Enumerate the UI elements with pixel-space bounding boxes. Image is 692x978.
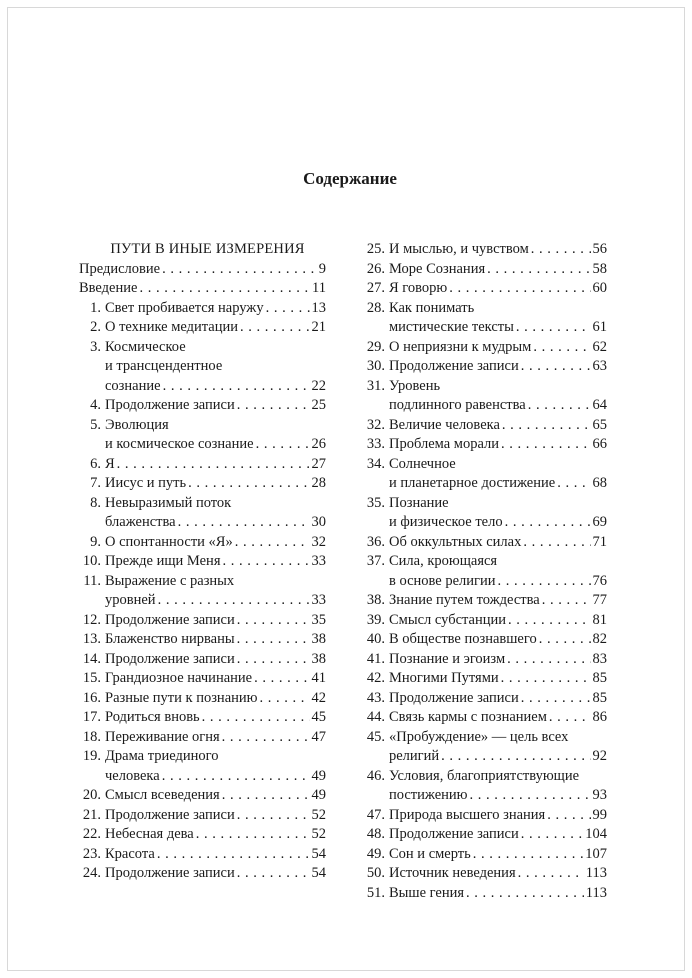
page-title: Содержание bbox=[303, 169, 397, 188]
toc-entry[interactable] bbox=[79, 864, 326, 884]
entry-number: 4. bbox=[90, 397, 101, 413]
page-number: 28 bbox=[311, 475, 326, 491]
entry-number: 20. bbox=[82, 787, 101, 803]
page-number: 65 bbox=[592, 416, 607, 433]
leader-dots bbox=[223, 552, 310, 572]
entry-title: Природа высшего знания bbox=[389, 806, 546, 823]
toc-entry[interactable] bbox=[79, 786, 326, 806]
leader-dots bbox=[235, 533, 310, 553]
leader-dots bbox=[549, 708, 591, 728]
entry-title: И мыслью, и чувством bbox=[389, 241, 529, 257]
toc-entry[interactable] bbox=[363, 377, 607, 416]
page-number: 86 bbox=[592, 709, 607, 725]
leader-dots bbox=[518, 864, 584, 884]
toc-entry[interactable] bbox=[79, 747, 326, 786]
page-number: 35 bbox=[311, 611, 326, 628]
page-number: 62 bbox=[592, 338, 607, 355]
entry-title: Продолжение записи bbox=[105, 865, 235, 881]
leader-dots bbox=[237, 806, 310, 826]
page-number: 49 bbox=[311, 767, 326, 784]
entry-title: Продолжение записи bbox=[389, 358, 519, 374]
entry-title: Невыразимый поток bbox=[105, 494, 232, 511]
toc-list-left bbox=[79, 260, 326, 884]
toc-entry[interactable] bbox=[79, 806, 326, 826]
toc-entry[interactable] bbox=[363, 533, 607, 553]
leader-dots bbox=[449, 279, 590, 299]
entry-title: Родиться вновь bbox=[105, 709, 200, 725]
entry-number: 34. bbox=[366, 455, 385, 472]
page-number: 21 bbox=[311, 319, 326, 335]
leader-dots bbox=[470, 786, 591, 806]
toc-list-right bbox=[363, 240, 607, 903]
page-number: 33 bbox=[311, 553, 326, 569]
leader-dots bbox=[547, 806, 590, 826]
entry-title: Познание и эгоизм bbox=[389, 650, 506, 667]
leader-dots bbox=[466, 884, 584, 904]
leader-dots bbox=[158, 591, 310, 611]
page-number: 83 bbox=[592, 650, 607, 667]
entry-title: и космическое сознание bbox=[105, 436, 254, 452]
leader-dots bbox=[266, 299, 310, 319]
leader-dots bbox=[240, 318, 310, 338]
toc-entry[interactable] bbox=[363, 728, 607, 767]
entry-number: 14. bbox=[82, 650, 101, 667]
page-number: 113 bbox=[585, 884, 607, 901]
page-number: 26 bbox=[311, 436, 326, 452]
entry-title: Грандиозное начинание bbox=[105, 670, 253, 686]
page-number: 66 bbox=[592, 436, 607, 452]
entry-title: Выражение с разных bbox=[105, 572, 235, 589]
entry-title: О технике медитации bbox=[105, 319, 238, 335]
page-number: 107 bbox=[585, 845, 607, 862]
toc-entry[interactable] bbox=[363, 338, 607, 358]
entry-title: Переживание огня bbox=[105, 728, 220, 745]
toc-entry[interactable] bbox=[79, 708, 326, 728]
toc-entry[interactable] bbox=[79, 474, 326, 494]
entry-title: Свет пробивается наружу bbox=[105, 299, 264, 316]
leader-dots bbox=[523, 533, 590, 553]
page-number: 82 bbox=[592, 631, 607, 647]
entry-number: 3. bbox=[90, 338, 101, 355]
entry-title: Я говорю bbox=[389, 280, 448, 296]
entry-number: 11. bbox=[83, 572, 101, 589]
entry-number: 49. bbox=[366, 845, 385, 862]
leader-dots bbox=[441, 747, 590, 767]
entry-title: Драма триединого bbox=[105, 748, 219, 764]
leader-dots bbox=[505, 513, 591, 533]
entry-number: 13. bbox=[82, 631, 101, 647]
toc-entry[interactable] bbox=[79, 552, 326, 572]
entry-title: Продолжение записи bbox=[105, 650, 235, 667]
entry-title: О спонтанности «Я» bbox=[105, 533, 233, 550]
toc-entry[interactable] bbox=[79, 533, 326, 553]
entry-number: 51. bbox=[366, 884, 385, 901]
entry-number: 8. bbox=[90, 494, 101, 511]
leader-dots bbox=[516, 318, 591, 338]
toc-entry[interactable] bbox=[79, 845, 326, 865]
entry-title: Красота bbox=[105, 845, 155, 862]
toc-left-column bbox=[79, 240, 326, 884]
page-number: 49 bbox=[311, 787, 326, 803]
entry-title: Предисловие bbox=[79, 260, 161, 277]
entry-title: О неприязни к мудрым bbox=[389, 338, 532, 355]
leader-dots bbox=[508, 611, 591, 631]
entry-title: уровней bbox=[105, 592, 156, 608]
entry-number: 10. bbox=[82, 553, 101, 569]
page-number: 42 bbox=[311, 689, 326, 706]
entry-number: 44. bbox=[366, 709, 385, 725]
leader-dots bbox=[521, 357, 591, 377]
leader-dots bbox=[117, 455, 310, 475]
toc-entry[interactable] bbox=[79, 689, 326, 709]
page-number: 76 bbox=[592, 572, 607, 589]
leader-dots bbox=[202, 708, 310, 728]
entry-number: 33. bbox=[366, 436, 385, 452]
entry-title: и физическое тело bbox=[389, 514, 503, 530]
leader-dots bbox=[178, 513, 310, 533]
leader-dots bbox=[237, 396, 310, 416]
entry-title: блаженства bbox=[105, 514, 176, 530]
toc-entry[interactable] bbox=[363, 299, 607, 338]
entry-title: Введение bbox=[79, 280, 138, 296]
page-number: 22 bbox=[311, 377, 326, 394]
leader-dots bbox=[256, 435, 310, 455]
entry-title: Я bbox=[105, 455, 115, 472]
entry-number: 32. bbox=[366, 416, 385, 433]
entry-number: 47. bbox=[366, 806, 385, 823]
toc-entry[interactable] bbox=[363, 357, 607, 377]
page-number: 58 bbox=[592, 260, 607, 277]
entry-number: 39. bbox=[366, 611, 385, 628]
entry-number: 7. bbox=[90, 475, 101, 491]
page-number: 25 bbox=[311, 397, 326, 413]
entry-title: Связь кармы с познанием bbox=[389, 709, 547, 725]
section-title: ПУТИ В ИНЫЕ ИЗМЕРЕНИЯ bbox=[110, 241, 305, 257]
entry-title: человека bbox=[105, 767, 160, 784]
page-number: 54 bbox=[311, 865, 326, 881]
leader-dots bbox=[501, 435, 590, 455]
entry-number: 1. bbox=[90, 299, 101, 316]
toc-entry[interactable] bbox=[363, 669, 607, 689]
toc-entry[interactable] bbox=[79, 669, 326, 689]
entry-number: 30. bbox=[366, 358, 385, 374]
entry-number: 48. bbox=[366, 826, 385, 842]
toc-entry[interactable] bbox=[79, 572, 326, 611]
entry-number: 19. bbox=[82, 748, 101, 764]
entry-number: 35. bbox=[366, 494, 385, 511]
entry-number: 18. bbox=[82, 728, 101, 745]
entry-title: Проблема морали bbox=[389, 436, 500, 452]
entry-title: Космическое bbox=[105, 338, 186, 355]
leader-dots bbox=[521, 825, 583, 845]
entry-title: Выше гения bbox=[389, 884, 465, 901]
entry-title: Сон и смерть bbox=[389, 845, 471, 862]
entry-number: 45. bbox=[366, 728, 385, 745]
entry-title: «Пробуждение» — цель всех bbox=[389, 728, 569, 745]
book-page bbox=[7, 7, 685, 971]
leader-dots bbox=[259, 689, 309, 709]
entry-number: 46. bbox=[366, 767, 385, 784]
entry-number: 6. bbox=[90, 455, 101, 472]
toc-entry[interactable] bbox=[363, 455, 607, 494]
entry-number: 12. bbox=[82, 611, 101, 628]
page-number: 54 bbox=[311, 845, 326, 862]
leader-dots bbox=[139, 279, 310, 299]
entry-number: 43. bbox=[366, 689, 385, 706]
entry-title: Знание путем тождества bbox=[389, 592, 540, 608]
entry-number: 29. bbox=[366, 338, 385, 355]
leader-dots bbox=[162, 767, 310, 787]
page-number: 32 bbox=[311, 533, 326, 550]
entry-title: Уровень bbox=[389, 377, 441, 394]
entry-number: 26. bbox=[366, 260, 385, 277]
toc-entry[interactable] bbox=[363, 260, 607, 280]
entry-title: Небесная дева bbox=[105, 826, 194, 842]
page-number: 47 bbox=[311, 728, 326, 745]
page-number: 93 bbox=[592, 787, 607, 803]
toc-right-column bbox=[363, 240, 607, 903]
page-number: 77 bbox=[592, 592, 607, 608]
leader-dots bbox=[473, 845, 584, 865]
entry-number: 27. bbox=[366, 280, 385, 296]
leader-dots bbox=[502, 416, 591, 436]
page-number: 85 bbox=[592, 689, 607, 706]
entry-title: Продолжение записи bbox=[389, 689, 519, 706]
entry-number: 41. bbox=[366, 650, 385, 667]
leader-dots bbox=[237, 611, 310, 631]
page-number: 13 bbox=[311, 299, 326, 316]
entry-number: 37. bbox=[366, 553, 385, 569]
leader-dots bbox=[188, 474, 309, 494]
entry-title: Величие человека bbox=[389, 416, 500, 433]
leader-dots bbox=[521, 689, 591, 709]
leader-dots bbox=[528, 396, 591, 416]
toc-entry[interactable] bbox=[79, 338, 326, 397]
entry-title: Продолжение записи bbox=[105, 611, 235, 628]
toc-entry[interactable] bbox=[363, 591, 607, 611]
entry-title: Прежде ищи Меня bbox=[105, 553, 221, 569]
toc-entry[interactable] bbox=[363, 825, 607, 845]
toc-entry[interactable] bbox=[79, 611, 326, 631]
page-number: 27 bbox=[311, 455, 326, 472]
page-number: 68 bbox=[592, 475, 607, 491]
leader-dots bbox=[237, 650, 310, 670]
entry-number: 17. bbox=[82, 709, 101, 725]
toc-entry[interactable] bbox=[79, 494, 326, 533]
page-number: 104 bbox=[585, 826, 607, 842]
entry-title: Многими Путями bbox=[389, 670, 499, 686]
toc-entry[interactable] bbox=[363, 494, 607, 533]
page-number: 113 bbox=[585, 865, 607, 881]
toc-entry[interactable] bbox=[363, 416, 607, 436]
toc-entry[interactable] bbox=[79, 279, 326, 299]
page-number: 69 bbox=[592, 514, 607, 530]
entry-title: Разные пути к познанию bbox=[105, 689, 258, 706]
entry-title: подлинного равенства bbox=[389, 397, 526, 413]
entry-title: сознание bbox=[105, 377, 161, 394]
page-number: 45 bbox=[311, 709, 326, 725]
toc-entry[interactable] bbox=[363, 630, 607, 650]
page-number: 61 bbox=[592, 319, 607, 335]
entry-title: Море Сознания bbox=[389, 260, 486, 277]
entry-title: Условия, благоприятствующие bbox=[389, 767, 580, 784]
entry-title: В обществе познавшего bbox=[389, 631, 537, 647]
entry-title: Как понимать bbox=[389, 299, 475, 316]
entry-number: 25. bbox=[366, 241, 385, 257]
page-number: 81 bbox=[592, 611, 607, 628]
entry-title: религий bbox=[389, 748, 440, 764]
page-number: 92 bbox=[592, 748, 607, 764]
entry-title: и планетарное достижение bbox=[389, 475, 556, 491]
entry-title: Продолжение записи bbox=[105, 397, 235, 413]
page-number: 85 bbox=[592, 670, 607, 686]
page-number: 64 bbox=[592, 397, 607, 413]
page-number: 9 bbox=[318, 260, 326, 277]
page-number: 52 bbox=[311, 826, 326, 842]
entry-number: 36. bbox=[366, 533, 385, 550]
toc-entry[interactable] bbox=[79, 416, 326, 455]
leader-dots bbox=[557, 474, 590, 494]
toc-entry[interactable] bbox=[363, 864, 607, 884]
leader-dots bbox=[539, 630, 591, 650]
toc-entry[interactable] bbox=[79, 728, 326, 748]
leader-dots bbox=[533, 338, 590, 358]
page-number: 41 bbox=[311, 670, 326, 686]
page-number: 56 bbox=[592, 241, 607, 257]
entry-title: Об оккультных силах bbox=[389, 533, 522, 550]
leader-dots bbox=[163, 377, 310, 397]
toc-entry[interactable] bbox=[79, 630, 326, 650]
leader-dots bbox=[254, 669, 309, 689]
entry-number: 28. bbox=[366, 299, 385, 316]
toc-entry[interactable] bbox=[79, 260, 326, 280]
entry-title: мистические тексты bbox=[389, 319, 514, 335]
leader-dots bbox=[237, 864, 310, 884]
entry-title: в основе религии bbox=[389, 572, 496, 589]
page-number: 33 bbox=[311, 592, 326, 608]
toc-entry[interactable] bbox=[363, 552, 607, 591]
toc-entry[interactable] bbox=[79, 825, 326, 845]
leader-dots bbox=[196, 825, 310, 845]
leader-dots bbox=[222, 728, 310, 748]
entry-title: Продолжение записи bbox=[389, 826, 519, 842]
entry-number: 50. bbox=[366, 865, 385, 881]
entry-number: 40. bbox=[366, 631, 385, 647]
toc-entry[interactable] bbox=[79, 318, 326, 338]
leader-dots bbox=[501, 669, 591, 689]
toc-entry[interactable] bbox=[363, 806, 607, 826]
leader-dots bbox=[498, 572, 591, 592]
entry-number: 5. bbox=[90, 416, 101, 433]
toc-entry[interactable] bbox=[363, 708, 607, 728]
toc-entry[interactable] bbox=[363, 650, 607, 670]
leader-dots bbox=[157, 845, 310, 865]
leader-dots bbox=[542, 591, 591, 611]
toc-entry[interactable] bbox=[363, 767, 607, 806]
entry-number: 16. bbox=[82, 689, 101, 706]
entry-title: Смысл всеведения bbox=[105, 787, 220, 803]
entry-number: 9. bbox=[90, 533, 101, 550]
toc-entry[interactable] bbox=[363, 611, 607, 631]
entry-title: Блаженство нирваны bbox=[105, 631, 235, 647]
page-number: 38 bbox=[311, 650, 326, 667]
entry-number: 15. bbox=[82, 670, 101, 686]
page-number: 52 bbox=[311, 806, 326, 823]
entry-number: 38. bbox=[366, 592, 385, 608]
page-number: 99 bbox=[592, 806, 607, 823]
leader-dots bbox=[222, 786, 310, 806]
toc-entry[interactable] bbox=[363, 689, 607, 709]
entry-number: 22. bbox=[82, 826, 101, 842]
page-number: 71 bbox=[592, 533, 607, 550]
page-number: 30 bbox=[311, 514, 326, 530]
page-number: 11 bbox=[312, 280, 326, 296]
toc-entry[interactable] bbox=[363, 435, 607, 455]
entry-number: 31. bbox=[366, 377, 385, 394]
entry-title: и трансцендентное bbox=[105, 358, 223, 374]
entry-title: Эволюция bbox=[105, 416, 169, 433]
toc-entry[interactable] bbox=[363, 845, 607, 865]
leader-dots bbox=[162, 260, 317, 280]
entry-title: постижению bbox=[389, 787, 468, 803]
entry-title: Смысл субстанции bbox=[389, 611, 506, 628]
entry-number: 2. bbox=[90, 319, 101, 335]
entry-title: Продолжение записи bbox=[105, 806, 235, 823]
toc-entry[interactable] bbox=[363, 279, 607, 299]
entry-number: 42. bbox=[366, 670, 385, 686]
page-number: 63 bbox=[592, 358, 607, 374]
toc-entry[interactable] bbox=[79, 396, 326, 416]
leader-dots bbox=[487, 260, 590, 280]
entry-number: 23. bbox=[82, 845, 101, 862]
leader-dots bbox=[237, 630, 310, 650]
entry-title: Сила, кроющаяся bbox=[389, 553, 498, 569]
entry-title: Источник неведения bbox=[389, 865, 516, 881]
entry-title: Познание bbox=[389, 494, 449, 511]
page-number: 60 bbox=[592, 280, 607, 296]
leader-dots bbox=[507, 650, 590, 670]
entry-title: Иисус и путь bbox=[105, 475, 187, 491]
toc-entry[interactable] bbox=[79, 299, 326, 319]
leader-dots bbox=[531, 240, 591, 260]
toc-entry[interactable] bbox=[363, 884, 607, 904]
toc-entry[interactable] bbox=[363, 240, 607, 260]
entry-title: Солнечное bbox=[389, 455, 456, 472]
entry-number: 21. bbox=[82, 806, 101, 823]
page-number: 38 bbox=[311, 631, 326, 647]
toc-entry[interactable] bbox=[79, 455, 326, 475]
entry-number: 24. bbox=[82, 865, 101, 881]
toc-entry[interactable] bbox=[79, 650, 326, 670]
